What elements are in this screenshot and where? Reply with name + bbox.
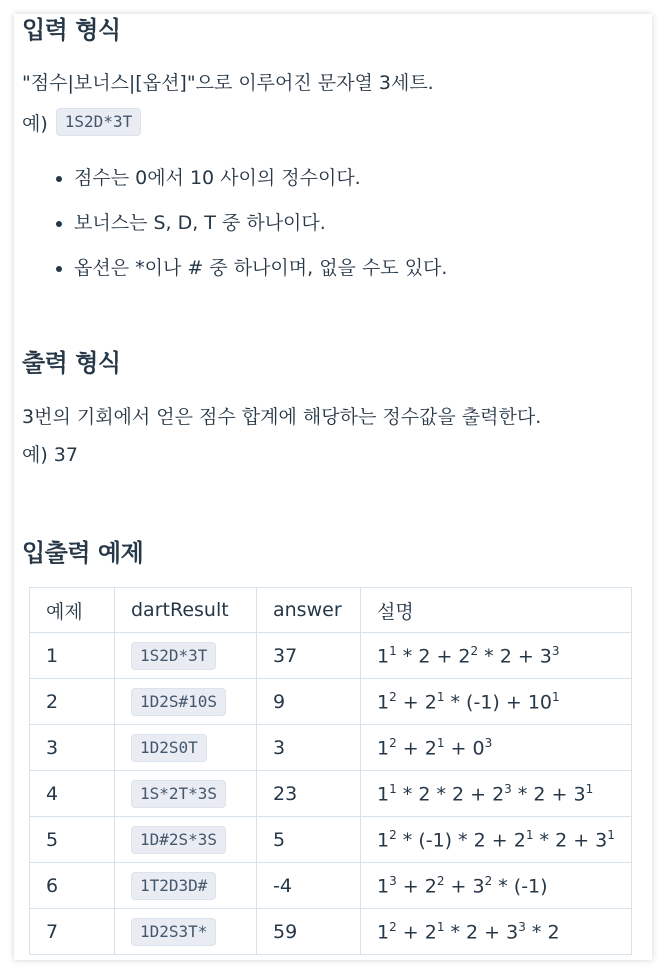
cell-answer: 9 xyxy=(257,679,361,725)
table-row xyxy=(30,817,632,863)
cell-explanation: $1^2 + 2^1 * 2 + 3^3 * 2$ xyxy=(361,909,632,955)
cell-answer: 59 xyxy=(257,909,361,955)
table-row xyxy=(30,771,632,817)
cell-dartresult xyxy=(115,909,257,955)
dartresult-code: 1T2D3D# xyxy=(131,872,216,900)
header-answer: answer xyxy=(257,588,361,633)
input-format-heading: 입력 형식 xyxy=(22,16,121,44)
problem-card xyxy=(14,14,652,960)
cell-explanation: $1^2 * (-1) * 2 + 2^1 * 2 + 3^1$ xyxy=(361,817,632,863)
list-item: • 보너스는 S, D, T 중 하나이다. xyxy=(74,201,652,246)
cell-explanation: $1^2 + 2^1 + 0^3$ xyxy=(361,725,632,771)
examples-heading: 입출력 예제 xyxy=(22,539,144,567)
input-example-code: 1S2D*3T xyxy=(56,108,141,136)
cell-example-number: 5 xyxy=(30,817,115,863)
cell-answer: 5 xyxy=(257,817,361,863)
output-example: 예) 37 xyxy=(22,444,78,466)
dartresult-code: 1S*2T*3S xyxy=(131,780,226,808)
cell-dartresult xyxy=(115,817,257,863)
cell-explanation: $1^3 + 2^2 + 3^2 * (-1)$ xyxy=(361,863,632,909)
dartresult-code: 1D2S3T* xyxy=(131,918,216,946)
cell-dartresult xyxy=(115,863,257,909)
cell-answer: -4 xyxy=(257,863,361,909)
cell-example-number: 2 xyxy=(30,679,115,725)
examples-table xyxy=(29,587,632,955)
cell-answer: 23 xyxy=(257,771,361,817)
table-row xyxy=(30,679,632,725)
cell-explanation: $1^1 * 2 + 2^2 * 2 + 3^3$ xyxy=(361,633,632,679)
list-item: • 옵션은 *이나 # 중 하나이며, 없을 수도 있다. xyxy=(74,246,652,291)
table-row xyxy=(30,725,632,771)
input-format-line: "점수|보너스|[옵션]"으로 이루어진 문자열 3세트. xyxy=(22,72,434,94)
output-format-heading: 출력 형식 xyxy=(22,349,121,377)
cell-example-number: 6 xyxy=(30,863,115,909)
input-rules-list xyxy=(22,156,652,291)
output-format-line: 3번의 기회에서 얻은 점수 합계에 해당하는 정수값을 출력한다. xyxy=(22,406,542,428)
cell-example-number: 3 xyxy=(30,725,115,771)
cell-answer: 3 xyxy=(257,725,361,771)
cell-dartresult xyxy=(115,725,257,771)
table-row xyxy=(30,633,632,679)
dartresult-code: 1D#2S*3S xyxy=(131,826,226,854)
table-header-row xyxy=(30,588,632,633)
list-item: • 점수는 0에서 10 사이의 정수이다. xyxy=(74,156,652,201)
cell-example-number: 1 xyxy=(30,633,115,679)
dartresult-code: 1S2D*3T xyxy=(131,642,216,670)
input-example xyxy=(22,108,141,136)
cell-example-number: 4 xyxy=(30,771,115,817)
cell-dartresult xyxy=(115,633,257,679)
header-dartresult: dartResult xyxy=(115,588,257,633)
cell-explanation: $1^2 + 2^1 * (-1) + 10^1$ xyxy=(361,679,632,725)
dartresult-code: 1D2S0T xyxy=(131,734,207,762)
dartresult-code: 1D2S#10S xyxy=(131,688,226,716)
input-example-prefix: 예) xyxy=(22,112,48,135)
cell-example-number: 7 xyxy=(30,909,115,955)
header-explanation: 설명 xyxy=(361,588,632,633)
cell-dartresult xyxy=(115,771,257,817)
cell-explanation: $1^1 * 2 * 2 + 2^3 * 2 + 3^1$ xyxy=(361,771,632,817)
cell-dartresult xyxy=(115,679,257,725)
table-row xyxy=(30,863,632,909)
cell-answer: 37 xyxy=(257,633,361,679)
header-example: 예제 xyxy=(30,588,115,633)
table-row xyxy=(30,909,632,955)
